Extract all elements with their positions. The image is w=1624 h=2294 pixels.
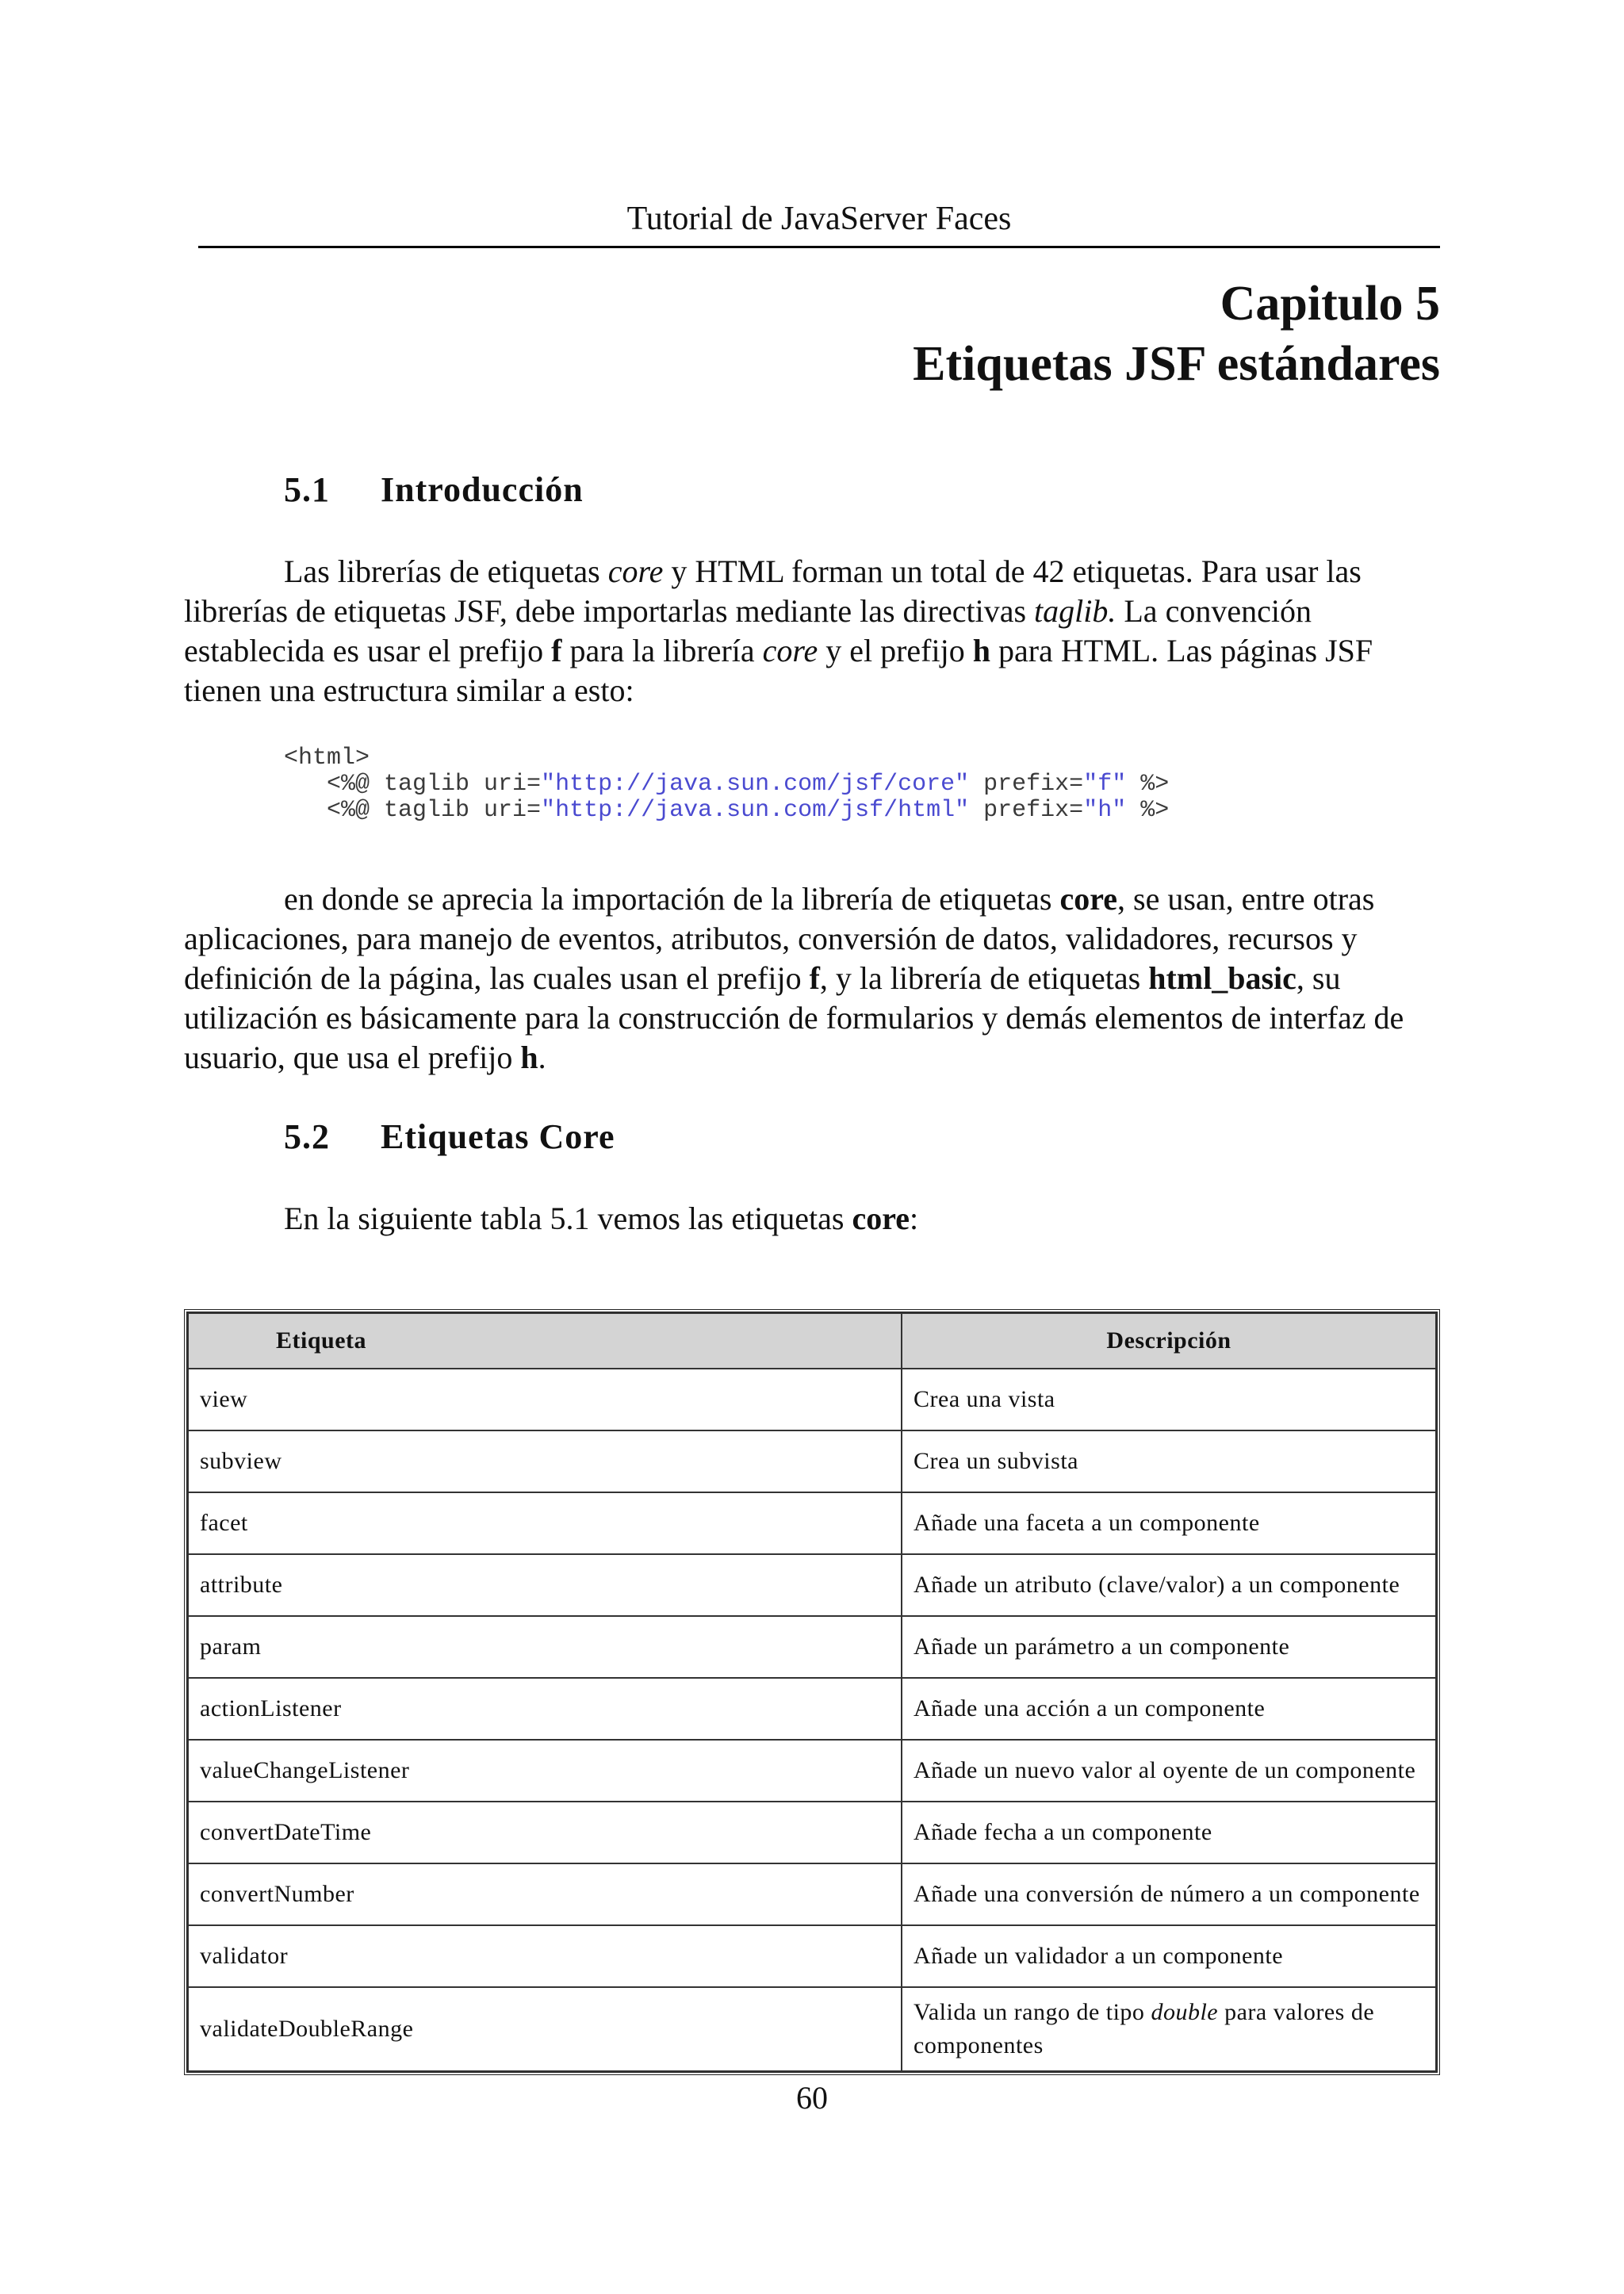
explanation-paragraph: en donde se aprecia la importación de la librería de etiquetas core, se usan, entre otras aplicaciones, para manejo de eventos, atributos, conversión de datos, validadores, recursos y definición de la página, las cuales usan el prefijo f, y la librería de etiquetas html_basic, su utilización es básicamente para la construcción de formularios y demás elementos de interfaz de usuario, que usa el prefijo h.: [184, 881, 1404, 1075]
code-line: <%@ taglib uri="http://java.sun.com/jsf/core" prefix="f" %>: [284, 771, 1170, 798]
section-number: 5.1: [284, 470, 330, 509]
description-cell: Añade un nuevo valor al oyente de un componente: [902, 1740, 1436, 1802]
description-cell: Añade fecha a un componente: [902, 1802, 1436, 1863]
table-row: [188, 1430, 1436, 1492]
tag-cell: attribute: [188, 1554, 902, 1616]
section-heading-core: [284, 1116, 615, 1157]
column-header: Descripción: [902, 1313, 1436, 1369]
description-cell: Añade un parámetro a un componente: [902, 1616, 1436, 1678]
table-row: [188, 1740, 1436, 1802]
column-header: Etiqueta: [188, 1313, 902, 1369]
intro-paragraph: Las librerías de etiquetas core y HTML forman un total de 42 etiquetas. Para usar las librerías de etiquetas JSF, debe importarlas mediante las directivas taglib. La convención establecida es usar el prefijo f para la librería core y el prefijo h para HTML. Las páginas JSF tienen una estructura similar a esto:: [184, 553, 1373, 708]
section-title: Etiquetas Core: [381, 1117, 615, 1156]
tag-cell: param: [188, 1616, 902, 1678]
description-cell: Crea un subvista: [902, 1430, 1436, 1492]
section-number: 5.2: [284, 1117, 330, 1156]
table-row: [188, 1369, 1436, 1430]
tag-cell: view: [188, 1369, 902, 1430]
table-row: [188, 1616, 1436, 1678]
description-cell: Añade una faceta a un componente: [902, 1492, 1436, 1554]
core-tags-table: [184, 1309, 1440, 2075]
description-cell: Valida un rango de tipo double para valores de componentes: [902, 1987, 1436, 2071]
section-title: Introducción: [381, 470, 584, 509]
tag-cell: convertNumber: [188, 1863, 902, 1925]
tag-cell: facet: [188, 1492, 902, 1554]
description-cell: Añade un validador a un componente: [902, 1925, 1436, 1987]
table-row: [188, 1925, 1436, 1987]
code-line: <%@ taglib uri="http://java.sun.com/jsf/html" prefix="h" %>: [284, 797, 1170, 824]
table-row: [188, 1863, 1436, 1925]
code-block: [284, 745, 1169, 824]
chapter-subtitle: Etiquetas JSF estándares: [913, 337, 1440, 391]
table-row: [188, 1492, 1436, 1554]
description-cell: Crea una vista: [902, 1369, 1436, 1430]
description-cell: Añade un atributo (clave/valor) a un componente: [902, 1554, 1436, 1616]
tag-cell: convertDateTime: [188, 1802, 902, 1863]
tag-cell: validator: [188, 1925, 902, 1987]
description-cell: Añade una acción a un componente: [902, 1678, 1436, 1740]
code-line: <html>: [284, 745, 370, 772]
table-row: [188, 1987, 1436, 2071]
tag-cell: actionListener: [188, 1678, 902, 1740]
table-row: [188, 1678, 1436, 1740]
table-header-row: [188, 1313, 1436, 1369]
tag-cell: valueChangeListener: [188, 1740, 902, 1802]
chapter-title: [913, 274, 1440, 394]
table-row: [188, 1554, 1436, 1616]
tag-cell: subview: [188, 1430, 902, 1492]
page-number: 60: [796, 2080, 828, 2116]
tag-cell: validateDoubleRange: [188, 1987, 902, 2071]
description-cell: Añade una conversión de número a un componente: [902, 1863, 1436, 1925]
section-heading-intro: [284, 469, 584, 510]
chapter-number: Capitulo 5: [1220, 277, 1440, 331]
table-row: [188, 1802, 1436, 1863]
running-header: Tutorial de JavaServer Faces: [198, 195, 1440, 248]
table-intro-paragraph: En la siguiente tabla 5.1 vemos las etiquetas core:: [284, 1201, 919, 1236]
